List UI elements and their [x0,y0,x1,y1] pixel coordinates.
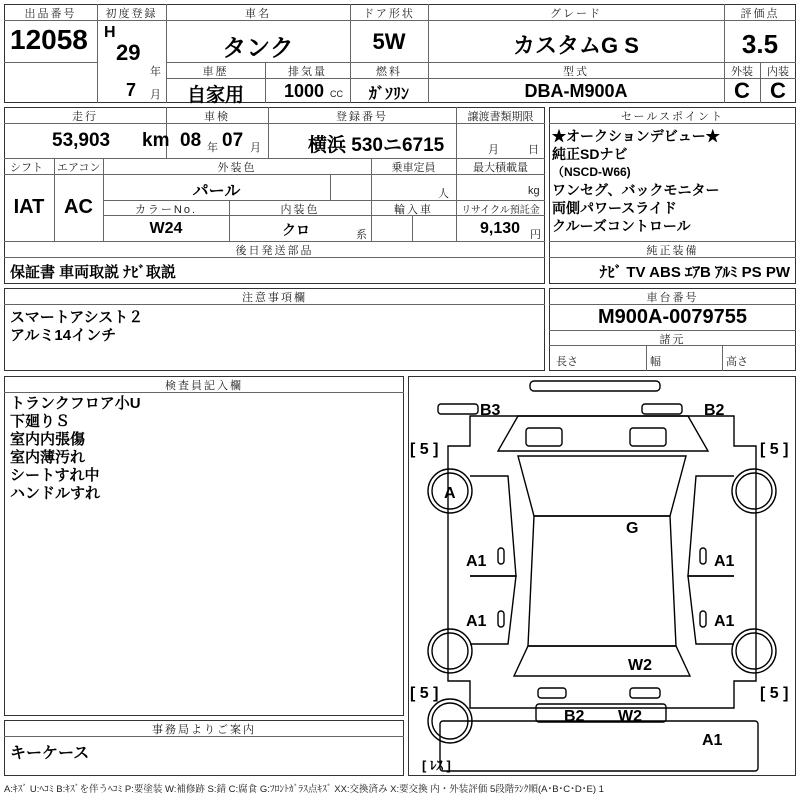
transfer-month-unit: 月 [488,144,499,156]
inspector-text [10,395,141,503]
car-name: タンク [222,35,294,62]
height-label: 高さ [726,356,748,368]
mark-tire-rl: [ 5 ] [410,685,439,702]
car-diagram [408,376,796,776]
mark-w2-bottom: W2 [618,708,642,725]
grade: カスタムG S [513,33,639,58]
dims-label: 諸元 [659,334,686,346]
shift-label: シフト [10,162,43,174]
capacity-label: 乗車定員 [391,162,436,174]
ext-color-label: 外装色 [217,162,257,174]
inspector-line: 下廻りＳ [10,413,71,430]
history-label: 車歴 [202,66,229,78]
sendlater-label: 後日発送部品 [235,245,314,257]
inspection-month-unit: 月 [250,142,261,154]
reg-no: 横浜 530ニ6715 [308,135,445,156]
exterior: C [734,78,750,103]
inspection-label: 車検 [204,111,230,123]
inspection-month: 07 [222,130,244,151]
fuel-label: 燃料 [376,66,402,78]
mark-b2-top: B2 [704,402,725,419]
grade-label: グレード [550,8,602,20]
door: 5W [372,29,406,54]
inspection-year-unit: 年 [207,142,218,154]
sales-line: ワンセグ、バックモニター [552,182,720,198]
displacement-unit: CC [330,89,343,99]
displacement-label: 排気量 [288,66,327,78]
history: 自家用 [186,85,244,106]
first-reg-year: 29 [116,40,141,65]
office-label: 事務局よりご案内 [152,724,256,736]
sales-line: 両側パワースライド [552,200,677,216]
load-unit: kg [528,185,540,197]
inspector-line: シートすれ中 [10,467,100,484]
int-color: クロ [282,222,310,238]
sales-line: ★オークションデビュー★ [552,128,720,144]
inspection-year: 08 [180,130,202,151]
mark-spare: [ ﾚｽ ] [422,758,451,773]
width-label: 幅 [650,356,661,368]
sales-points-label: セールスポイント [620,111,724,123]
inspector-line: 室内薄汚れ [10,449,86,466]
shift: IAT [13,196,45,218]
equip-label: 純正装備 [646,245,699,257]
car-name-label: 車名 [245,8,271,20]
sales-line: 純正SDナビ [552,146,628,162]
mark-b3: B3 [480,402,501,419]
lot-no: 12058 [10,24,88,55]
mileage: 53,903 [52,130,111,151]
chassis-label: 車台番号 [646,292,699,304]
mark-a: A [444,485,456,502]
mark-g: G [626,520,639,537]
import-label: 輸入車 [394,204,433,216]
interior: C [770,78,786,103]
ac-label: エアコン [57,162,101,174]
recycle-fee: 9,130 [480,220,521,237]
mark-tire-rr: [ 5 ] [760,685,789,702]
ext-color: パール [192,183,241,200]
mark-tire-fl: [ 5 ] [410,441,439,458]
int-color-label: 内装色 [280,204,320,216]
mark-a1-left-1: A1 [466,553,487,570]
transfer-day-unit: 日 [528,144,539,156]
mark-b2-bottom: B2 [564,708,585,725]
chassis-no: M900A-0079755 [598,306,747,328]
mileage-unit: km [142,130,170,151]
mark-a1-bottom: A1 [702,732,723,749]
office-text: キーケース [10,745,90,762]
inspector-line: ハンドルすれ [10,485,101,502]
length-label: 長さ [556,356,578,368]
equip: ﾅﾋﾞ TV ABS ｴｱB ｱﾙﾐ PS PW [599,264,790,281]
inspector-line: 室内内張傷 [10,431,86,448]
load-label: 最大積載量 [473,162,528,174]
exterior-label: 外装 [731,66,753,78]
reg-no-label: 登録番号 [336,111,388,123]
door-label: ドア形状 [363,8,415,20]
transfer-label: 譲渡書類期限 [467,111,534,123]
mark-a1-right-2: A1 [714,613,735,630]
recycle-label: リサイクル預託金 [461,205,540,216]
sendlater: 保証書 車両取説 ﾅﾋﾞ取説 [10,264,176,281]
notes-line: アルミ14インチ [10,327,117,344]
color-no-label: カラーNo. [134,204,198,216]
notes-line: スマートアシスト２ [10,309,144,326]
sales-line: クルーズコントロール [552,218,691,234]
recycle-unit: 円 [530,229,541,241]
sales-line: （NSCD-W66) [552,165,631,179]
mark-tire-fr: [ 5 ] [760,441,789,458]
inspector-label: 検査員記入欄 [165,380,243,392]
fuel: ｶﾞｿﾘﾝ [368,86,409,103]
capacity-unit: 人 [438,188,449,200]
mileage-label: 走行 [72,111,98,123]
legend: A:ｷｽﾞ U:ﾍｺﾐ B:ｷｽﾞを伴うﾍｺﾐ P:要塗装 W:補修跡 S:錆 C:腐食 G:ﾌﾛﾝﾄｶﾞﾗｽ点ｷｽﾞ XX:交換済み X:要交換 内・外装評価 5段階ﾗﾝｸ順(A･B･C･D･E) 1 [4,784,604,795]
score: 3.5 [741,29,779,59]
int-color-unit: 系 [356,229,367,241]
mark-a1-left-2: A1 [466,613,487,630]
ac: AC [64,196,93,218]
sales-points-text [552,127,720,235]
model: DBA-M900A [524,81,628,101]
model-label: 型式 [563,66,589,78]
score-label: 評価点 [740,8,780,20]
notes-text [10,309,143,345]
inspector-line: トランクフロア小U [10,395,141,412]
year-unit: 年 [150,66,161,78]
displacement: 1000 [284,81,325,101]
first-reg-month: 7 [126,80,137,100]
month-unit: 月 [150,89,161,101]
mark-w2-body: W2 [628,657,652,674]
era: H [104,24,116,41]
first-reg-label: 初度登録 [105,8,158,20]
lot-no-label: 出品番号 [24,8,77,20]
color-no: W24 [149,220,183,237]
interior-label: 内装 [767,66,789,78]
mark-a1-right-1: A1 [714,553,735,570]
notes-label: 注意事項欄 [242,292,307,304]
